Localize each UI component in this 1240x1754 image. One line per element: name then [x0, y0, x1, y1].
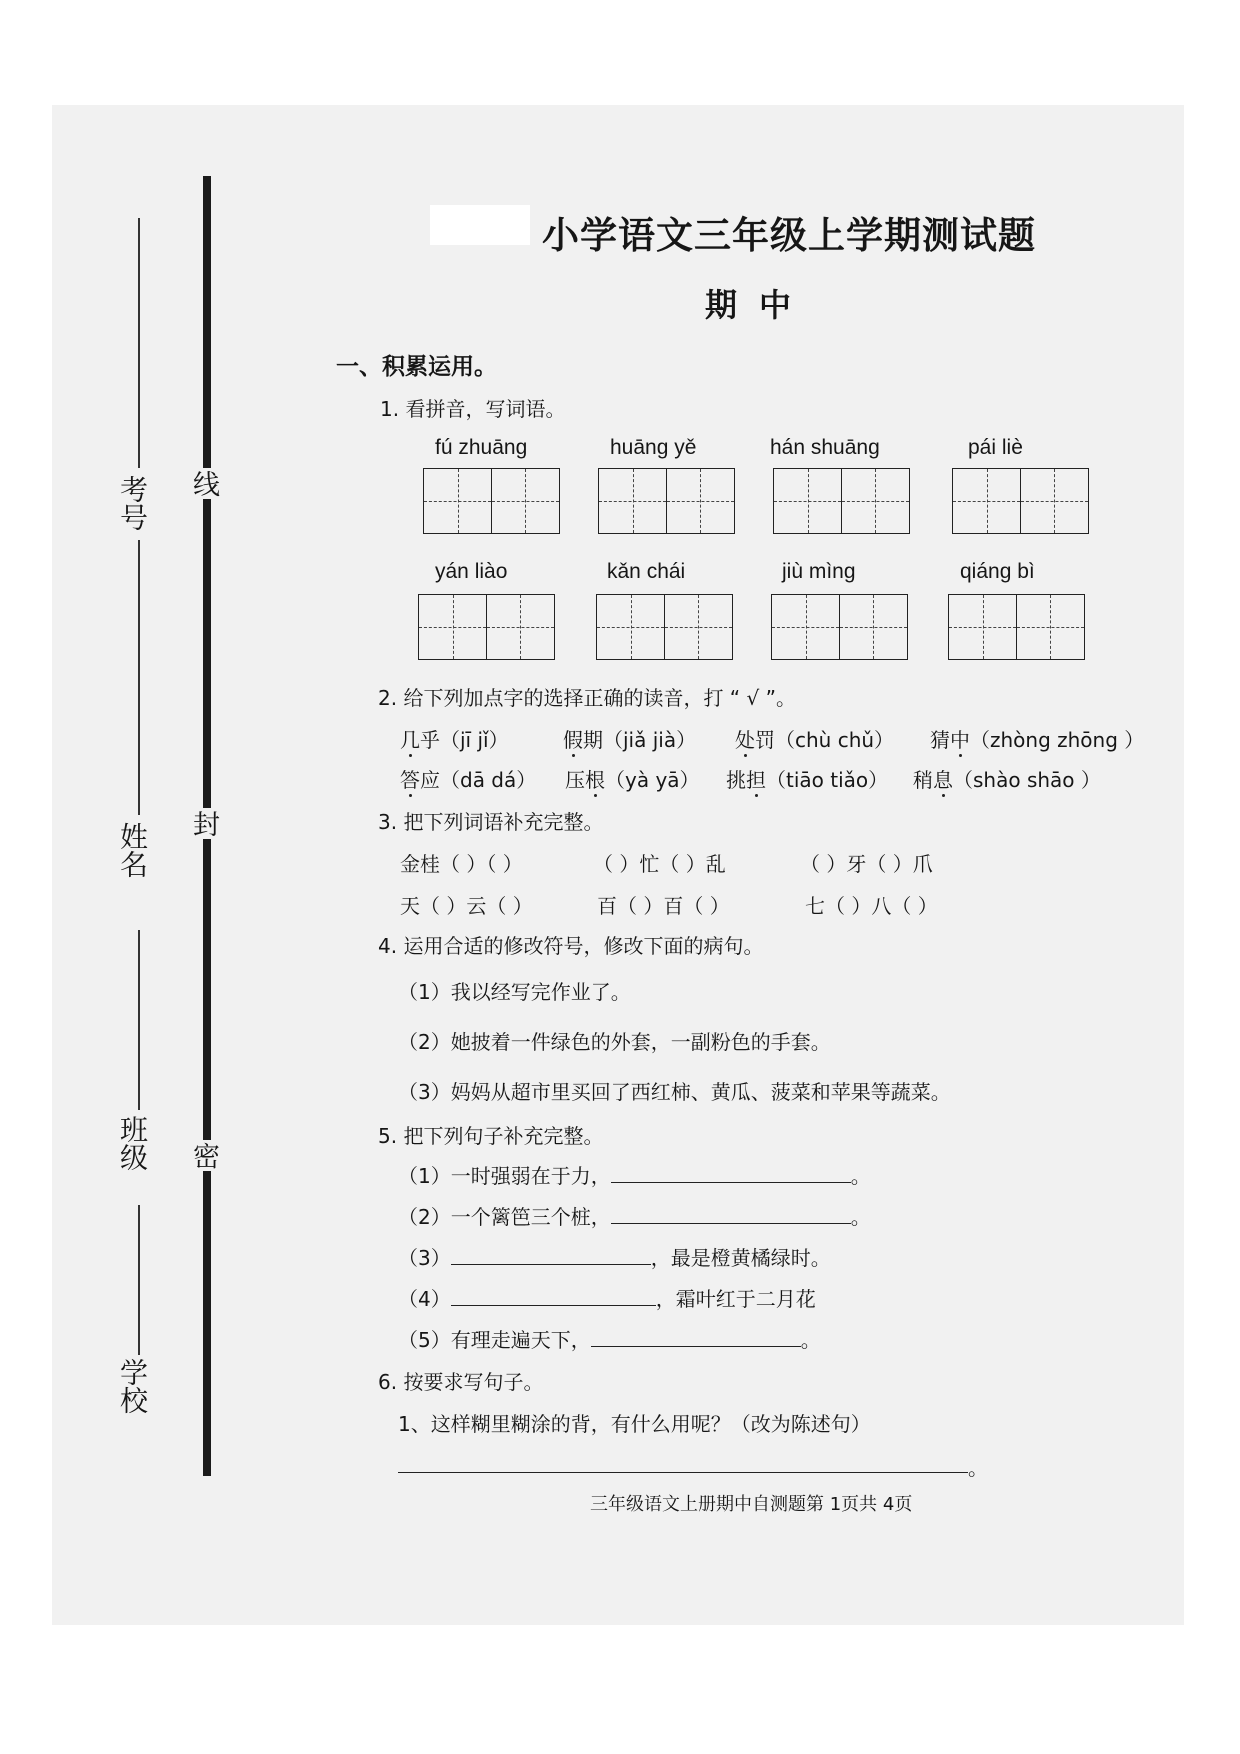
writing-grid[interactable] — [596, 594, 731, 660]
pronunciation-choice[interactable]: 猜中（zhòng zhōng ） — [930, 728, 1145, 752]
writing-grid[interactable] — [948, 594, 1083, 660]
word-completion[interactable]: 金桂（ ）（ ） — [400, 852, 523, 876]
q5-prompt: 5. 把下列句子补充完整。 — [378, 1124, 604, 1148]
writing-grid[interactable] — [773, 468, 908, 534]
fill-sentence: （5）有理走遍天下， 。 — [398, 1324, 821, 1353]
sentence-item: 1、这样糊里糊涂的背，有什么用呢？（改为陈述句） — [398, 1412, 871, 1436]
fill-sentence: （3） ，最是橙黄橘绿时。 — [398, 1242, 831, 1271]
sentence-item: （1）我以经写完作业了。 — [398, 980, 631, 1004]
q2-prompt: 2. 给下列加点字的选择正确的读音，打 “ √ ”。 — [378, 686, 796, 710]
word-completion[interactable]: （ ）忙（ ）乱 — [593, 852, 726, 876]
pronunciation-choice[interactable]: 挑担（tiāo tiǎo） — [726, 768, 889, 792]
pinyin-label: huāng yě — [610, 436, 697, 459]
exam-number-line[interactable] — [138, 218, 140, 468]
word-completion[interactable]: 七（ ）八（ ） — [805, 894, 938, 918]
writing-grid[interactable] — [952, 468, 1087, 534]
redacted-area — [430, 205, 530, 245]
binding-char-secret: 密 — [184, 1140, 223, 1171]
pinyin-label: pái liè — [968, 436, 1023, 459]
q4-prompt: 4. 运用合适的修改符号，修改下面的病句。 — [378, 934, 764, 958]
binding-char-line: 线 — [184, 468, 223, 499]
q1-prompt: 1. 看拼音，写词语。 — [380, 397, 566, 421]
pronunciation-choice[interactable]: 压根（yà yā） — [565, 768, 700, 792]
sentence-item: （2）她披着一件绿色的外套，一副粉色的手套。 — [398, 1030, 831, 1054]
pinyin-label: qiáng bì — [960, 560, 1035, 583]
pronunciation-choice[interactable]: 假期（jiǎ jià） — [563, 728, 697, 752]
word-completion[interactable]: （ ）牙（ ）爪 — [800, 852, 933, 876]
fill-sentence: （1）一时强弱在于力， 。 — [398, 1160, 871, 1189]
label-exam-number: 考号 — [116, 475, 149, 531]
label-name: 姓名 — [116, 822, 149, 878]
school-line[interactable] — [138, 1205, 140, 1355]
pronunciation-choice[interactable]: 几乎（jī jǐ） — [400, 728, 509, 752]
pinyin-label: kǎn chái — [607, 560, 686, 583]
name-line[interactable] — [138, 540, 140, 815]
fill-sentence: （4） ，霜叶红于二月花 — [398, 1283, 816, 1312]
section-heading: 一、积累运用。 — [336, 354, 497, 380]
pinyin-label: jiù mìng — [782, 560, 856, 583]
writing-grid[interactable] — [423, 468, 558, 534]
writing-grid[interactable] — [598, 468, 733, 534]
q6-prompt: 6. 按要求写句子。 — [378, 1370, 544, 1394]
pronunciation-choice[interactable]: 处罚（chù chǔ） — [735, 728, 895, 752]
writing-grid[interactable] — [418, 594, 553, 660]
sentence-item: （3）妈妈从超市里买回了西红柿、黄瓜、菠菜和苹果等蔬菜。 — [398, 1080, 951, 1104]
pronunciation-choice[interactable]: 稍息（shào shāo ） — [913, 768, 1101, 792]
fill-sentence: （2）一个篱笆三个桩， 。 — [398, 1201, 871, 1230]
pronunciation-choice[interactable]: 答应（dā dá） — [400, 768, 537, 792]
pinyin-label: yán liào — [435, 560, 508, 583]
binding-char-seal: 封 — [184, 808, 223, 839]
label-school: 学校 — [116, 1358, 149, 1414]
answer-blank[interactable] — [451, 1283, 656, 1306]
word-completion[interactable]: 百（ ）百（ ） — [597, 894, 730, 918]
class-line[interactable] — [138, 930, 140, 1110]
answer-blank[interactable] — [611, 1201, 851, 1224]
exam-title: 小学语文三年级上学期测试题 — [542, 213, 1036, 257]
label-class: 班级 — [116, 1115, 149, 1171]
q3-prompt: 3. 把下列词语补充完整。 — [378, 810, 604, 834]
pinyin-label: fú zhuāng — [435, 436, 528, 459]
answer-blank[interactable] — [451, 1242, 651, 1265]
exam-subtitle: 期中 — [705, 286, 814, 324]
answer-blank[interactable] — [591, 1324, 801, 1347]
page-footer: 三年级语文上册期中自测题第 1页共 4页 — [590, 1494, 913, 1515]
writing-grid[interactable] — [771, 594, 906, 660]
pinyin-label: hán shuāng — [770, 436, 880, 459]
sentence-end-mark: 。 — [968, 1456, 988, 1480]
answer-line[interactable] — [398, 1472, 968, 1473]
word-completion[interactable]: 天（ ）云（ ） — [400, 894, 533, 918]
answer-blank[interactable] — [611, 1160, 851, 1183]
